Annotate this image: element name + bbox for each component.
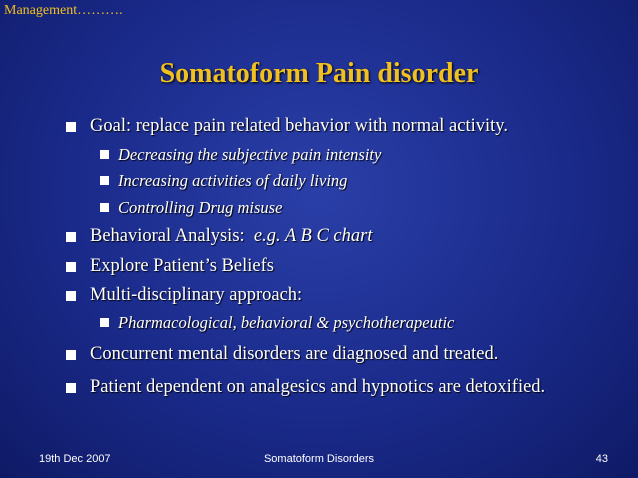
square-bullet-icon xyxy=(66,122,76,132)
square-bullet-icon xyxy=(100,203,109,212)
bullet-item xyxy=(66,226,372,247)
sub-bullet-item xyxy=(100,313,454,333)
square-bullet-icon xyxy=(100,176,109,185)
square-bullet-icon xyxy=(66,232,76,242)
footer-title: Somatoform Disorders xyxy=(263,453,375,465)
square-bullet-icon xyxy=(66,383,76,393)
bullet-text: Decreasing the subjective pain intensity xyxy=(118,145,382,164)
footer-date: 19th Dec 2007 xyxy=(39,453,111,465)
bullet-text: Pharmacological, behavioral & psychotherapeutic xyxy=(118,313,455,332)
square-bullet-icon xyxy=(66,291,76,301)
bullet-text: Multi-disciplinary approach: xyxy=(90,285,303,305)
bullet-text: Explore Patient’s Beliefs xyxy=(90,256,274,276)
square-bullet-icon xyxy=(66,350,76,360)
bullet-example: e.g. A B C chart xyxy=(253,226,373,246)
bullet-item xyxy=(66,344,498,365)
sub-bullet-item xyxy=(100,198,282,218)
sub-bullet-item xyxy=(100,171,347,191)
bullet-item xyxy=(66,285,302,306)
bullet-text: Controlling Drug misuse xyxy=(118,198,283,217)
bullet-text: Concurrent mental disorders are diagnosed and treated. xyxy=(90,344,499,364)
page-number: 43 xyxy=(595,453,608,465)
square-bullet-icon xyxy=(100,318,109,327)
bullet-item xyxy=(66,377,545,398)
section-label: Management………. xyxy=(4,3,123,18)
square-bullet-icon xyxy=(66,262,76,272)
square-bullet-icon xyxy=(100,150,109,159)
bullet-text: Behavioral Analysis: e.g. A B C chart xyxy=(90,226,373,246)
bullet-item xyxy=(66,116,508,137)
slide-title: Somatoform Pain disorder xyxy=(159,58,479,89)
bullet-text: Patient dependent on analgesics and hypnotics are detoxified. xyxy=(90,377,546,397)
bullet-text: Goal: replace pain related behavior with normal activity. xyxy=(90,116,508,136)
bullet-item xyxy=(66,256,274,277)
bullet-text: Increasing activities of daily living xyxy=(118,171,348,190)
sub-bullet-item xyxy=(100,145,381,165)
